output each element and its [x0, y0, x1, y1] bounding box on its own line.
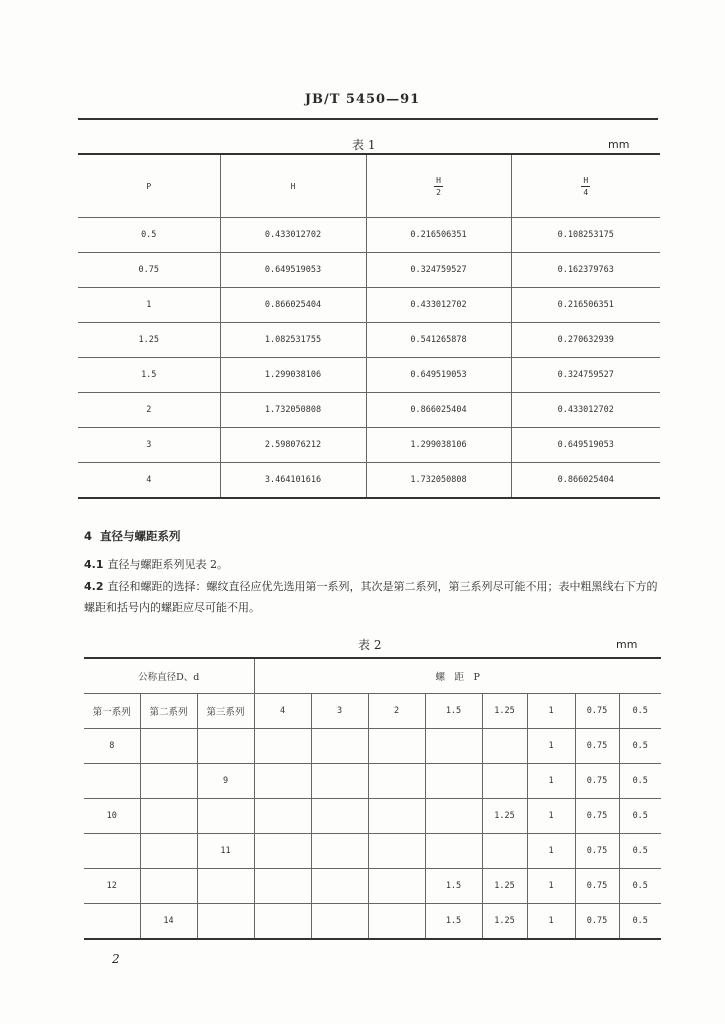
table1-cell: 0.324759527 — [511, 358, 660, 393]
diameter-cell — [140, 729, 197, 764]
pitch-cell — [368, 764, 425, 799]
section-number: 4 — [84, 529, 93, 543]
paragraph-4-2 — [84, 576, 664, 618]
pitch-cell: 0.5 — [619, 904, 661, 940]
pitch-cell: 1 — [527, 799, 575, 834]
diameter-cell — [197, 869, 254, 904]
pitch-cell — [254, 799, 311, 834]
clause-number: 4.2 — [84, 580, 104, 593]
table1-cell: 0.541265878 — [366, 323, 511, 358]
table1 — [78, 153, 660, 499]
table1-cell: 1.25 — [78, 323, 220, 358]
table1-cell: 0.324759527 — [366, 253, 511, 288]
table1-header-p: P — [78, 154, 220, 218]
table1-row — [78, 218, 660, 253]
table1-cell: 0.433012702 — [366, 288, 511, 323]
pitch-cell — [311, 834, 368, 869]
table2-row — [84, 869, 661, 904]
pitch-cell — [254, 904, 311, 940]
table1-cell: 1.5 — [78, 358, 220, 393]
diameter-cell: 8 — [84, 729, 140, 764]
frac-denominator: 2 — [436, 187, 441, 197]
table1-cell: 0.866025404 — [366, 393, 511, 428]
pitch-cell: 1.25 — [482, 799, 527, 834]
table1-header-h-over-2 — [366, 154, 511, 218]
pitch-cell: 0.5 — [619, 764, 661, 799]
table1-cell: 0.216506351 — [511, 288, 660, 323]
table1-caption: 表 1 — [352, 138, 376, 152]
table1-row — [78, 358, 660, 393]
table1-cell: 0.433012702 — [220, 218, 366, 253]
pitch-cell — [311, 764, 368, 799]
diameter-cell — [84, 834, 140, 869]
pitch-cell: 1.25 — [482, 869, 527, 904]
table1-cell: 1.299038106 — [220, 358, 366, 393]
table1-cell: 0.866025404 — [220, 288, 366, 323]
pitch-cell — [368, 904, 425, 940]
header-divider — [78, 118, 658, 120]
pitch-cell — [482, 764, 527, 799]
diameter-header: 公称直径D、d — [84, 658, 254, 694]
table1-cell: 0.270632939 — [511, 323, 660, 358]
table1-row — [78, 463, 660, 499]
table1-cell: 0.75 — [78, 253, 220, 288]
pitch-column-header: 1.5 — [425, 694, 482, 729]
table1-cell: 1.082531755 — [220, 323, 366, 358]
table1-row — [78, 428, 660, 463]
table1-cell: 0.5 — [78, 218, 220, 253]
pitch-cell: 0.75 — [575, 869, 619, 904]
diameter-cell — [197, 729, 254, 764]
table2-row — [84, 834, 661, 869]
pitch-cell — [254, 729, 311, 764]
table2-unit: mm — [616, 638, 638, 651]
pitch-column-header: 4 — [254, 694, 311, 729]
pitch-cell: 1 — [527, 869, 575, 904]
pitch-column-header: 1 — [527, 694, 575, 729]
pitch-column-header: 3 — [311, 694, 368, 729]
pitch-cell — [254, 869, 311, 904]
pitch-cell — [254, 764, 311, 799]
pitch-cell — [311, 729, 368, 764]
clause-number: 4.1 — [84, 558, 104, 571]
frac-numerator: H — [583, 175, 589, 185]
pitch-cell — [425, 764, 482, 799]
series-header: 第一系列 — [84, 694, 140, 729]
pitch-cell: 0.75 — [575, 799, 619, 834]
table1-cell: 0.216506351 — [366, 218, 511, 253]
diameter-cell — [197, 904, 254, 940]
pitch-cell: 0.5 — [619, 834, 661, 869]
pitch-cell: 1.5 — [425, 869, 482, 904]
standard-number: JB/T 5450—91 — [304, 92, 421, 107]
pitch-cell: 0.75 — [575, 729, 619, 764]
pitch-cell — [368, 799, 425, 834]
pitch-column-header: 0.5 — [619, 694, 661, 729]
pitch-cell — [425, 834, 482, 869]
diameter-cell — [140, 764, 197, 799]
pitch-cell: 0.5 — [619, 869, 661, 904]
table1-row — [78, 253, 660, 288]
pitch-column-header: 1.25 — [482, 694, 527, 729]
page-number: 2 — [112, 952, 120, 966]
table1-unit: mm — [608, 138, 630, 151]
table1-cell: 3 — [78, 428, 220, 463]
series-header: 第三系列 — [197, 694, 254, 729]
pitch-header: 螺 距 P — [254, 658, 661, 694]
diameter-cell — [84, 764, 140, 799]
table1-cell: 1.732050808 — [220, 393, 366, 428]
pitch-cell — [368, 834, 425, 869]
table1-cell: 1.299038106 — [366, 428, 511, 463]
pitch-column-header: 2 — [368, 694, 425, 729]
table1-cell: 0.649519053 — [220, 253, 366, 288]
pitch-cell: 0.75 — [575, 834, 619, 869]
diameter-cell — [197, 799, 254, 834]
table1-cell: 1.732050808 — [366, 463, 511, 499]
pitch-cell — [368, 869, 425, 904]
table1-row — [78, 288, 660, 323]
table1-cell: 0.162379763 — [511, 253, 660, 288]
table2-row — [84, 904, 661, 940]
table1-cell: 0.433012702 — [511, 393, 660, 428]
pitch-cell — [482, 729, 527, 764]
table1-header-h: H — [220, 154, 366, 218]
pitch-cell: 1 — [527, 729, 575, 764]
clause-text: 直径和螺距的选择：螺纹直径应优先选用第一系列，其次是第二系列，第三系列尽可能不用；表中粗黑线右下方的螺距和括号内的螺距应尽可能不用。 — [84, 580, 658, 614]
table1-header-h-over-4 — [511, 154, 660, 218]
pitch-cell: 0.5 — [619, 729, 661, 764]
pitch-cell — [254, 834, 311, 869]
table1-cell: 0.649519053 — [511, 428, 660, 463]
pitch-cell: 1 — [527, 904, 575, 940]
diameter-cell: 10 — [84, 799, 140, 834]
table1-cell: 3.464101616 — [220, 463, 366, 499]
pitch-cell: 1 — [527, 834, 575, 869]
table2-row — [84, 729, 661, 764]
diameter-cell: 12 — [84, 869, 140, 904]
table1-row — [78, 393, 660, 428]
diameter-cell: 9 — [197, 764, 254, 799]
pitch-cell: 1.5 — [425, 904, 482, 940]
pitch-cell — [368, 729, 425, 764]
table1-header-row — [78, 154, 660, 218]
frac-numerator: H — [436, 175, 441, 185]
diameter-cell — [84, 904, 140, 940]
pitch-cell: 1 — [527, 764, 575, 799]
pitch-cell: 0.75 — [575, 904, 619, 940]
pitch-column-header: 0.75 — [575, 694, 619, 729]
table2-row — [84, 764, 661, 799]
pitch-cell: 0.75 — [575, 764, 619, 799]
diameter-cell — [140, 834, 197, 869]
table1-cell: 0.649519053 — [366, 358, 511, 393]
diameter-cell: 11 — [197, 834, 254, 869]
pitch-cell — [425, 729, 482, 764]
pitch-cell — [311, 869, 368, 904]
table1-cell: 2 — [78, 393, 220, 428]
table2 — [84, 657, 661, 940]
table1-cell: 0.108253175 — [511, 218, 660, 253]
table1-row — [78, 323, 660, 358]
table1-cell: 4 — [78, 463, 220, 499]
table2-header-row-2 — [84, 694, 661, 729]
section-heading — [84, 528, 181, 544]
table1-cell: 0.866025404 — [511, 463, 660, 499]
section-title: 直径与螺距系列 — [100, 529, 181, 543]
diameter-cell — [140, 799, 197, 834]
pitch-cell: 1.25 — [482, 904, 527, 940]
pitch-cell — [311, 904, 368, 940]
pitch-cell — [425, 799, 482, 834]
diameter-cell: 14 — [140, 904, 197, 940]
table2-header-row-1 — [84, 658, 661, 694]
pitch-cell: 0.5 — [619, 799, 661, 834]
table1-cell: 2.598076212 — [220, 428, 366, 463]
pitch-cell — [482, 834, 527, 869]
table2-row — [84, 799, 661, 834]
table2-caption: 表 2 — [358, 638, 382, 652]
paragraph-4-1 — [84, 556, 228, 572]
table1-cell: 1 — [78, 288, 220, 323]
clause-text: 直径与螺距系列见表 2。 — [107, 558, 228, 571]
series-header: 第二系列 — [140, 694, 197, 729]
frac-denominator: 4 — [583, 187, 589, 197]
pitch-cell — [311, 799, 368, 834]
diameter-cell — [140, 869, 197, 904]
